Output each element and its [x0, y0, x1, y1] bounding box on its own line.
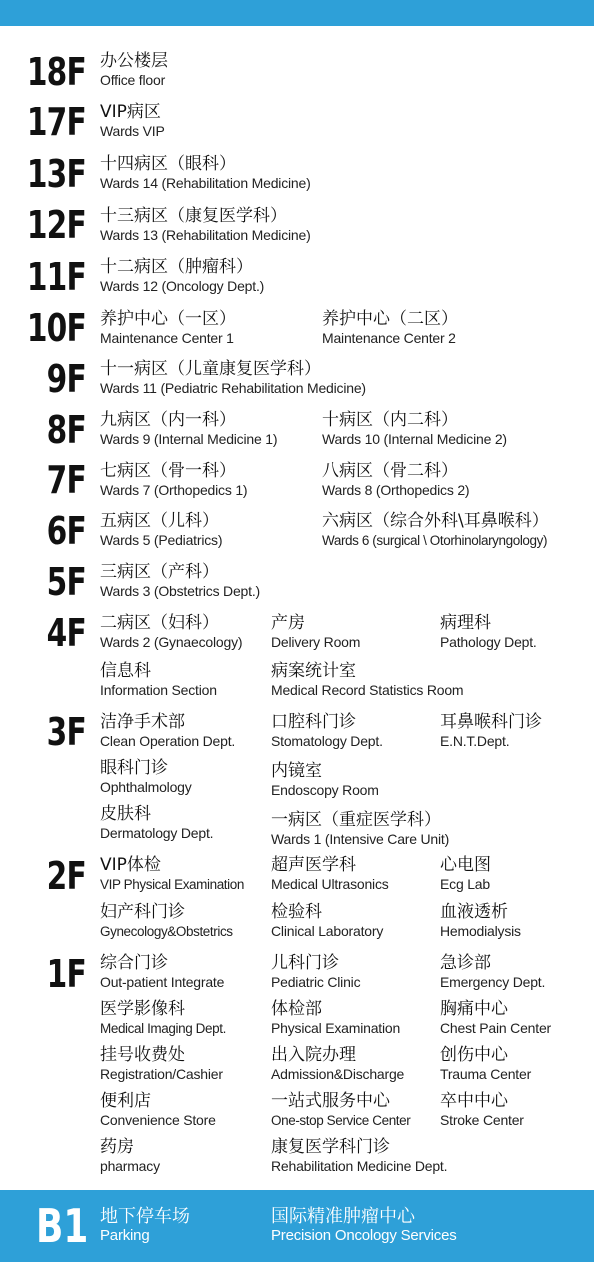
entry-name-cn: 九病区（内一科）: [100, 410, 236, 430]
directory-entry: [100, 257, 264, 295]
entry-name-cn: 七病区（骨一科）: [100, 461, 236, 481]
entry-name-en: Wards 11 (Pediatric Rehabilitation Medicine): [100, 380, 366, 396]
entry-name-en: Stomatology Dept.: [271, 733, 383, 749]
floor-label-b1: B1: [36, 1199, 89, 1253]
entry-name-cn: 十一病区（儿童康复医学科）: [100, 359, 321, 379]
directory-entry: [100, 309, 236, 347]
floor-label-11f: 11F: [26, 255, 86, 299]
directory-entry: [271, 810, 449, 848]
entry-name-en: Wards 14 (Rehabilitation Medicine): [100, 175, 311, 191]
entry-name-cn: 养护中心（一区）: [100, 309, 236, 329]
directory-entry: [100, 758, 192, 796]
entry-name-cn: 办公楼层: [100, 51, 168, 71]
directory-entry: [271, 613, 360, 651]
directory-entry: [100, 359, 366, 397]
directory-entry: [271, 761, 379, 799]
entry-name-cn: 胸痛中心: [440, 999, 508, 1019]
entry-name-cn: 挂号收费处: [100, 1045, 185, 1065]
entry-name-cn: 十二病区（肿瘤科）: [100, 257, 253, 277]
entry-name-en: Wards 8 (Orthopedics 2): [322, 482, 470, 498]
directory-entry: [271, 712, 383, 750]
entry-name-cn: 综合门诊: [100, 953, 168, 973]
entry-name-cn: 内镜室: [271, 761, 322, 781]
directory-entry: [271, 999, 400, 1037]
directory-entry: [440, 1091, 524, 1129]
entry-name-en: Wards 13 (Rehabilitation Medicine): [100, 227, 311, 243]
entry-name-en: Wards 5 (Pediatrics): [100, 532, 223, 548]
directory-entry: [100, 613, 242, 651]
entry-name-cn: 儿科门诊: [271, 953, 339, 973]
entry-name-cn: 十病区（内二科）: [322, 410, 458, 430]
entry-name-cn: 出入院办理: [271, 1045, 356, 1065]
entry-name-en: Maintenance Center 2: [322, 330, 456, 346]
directory-entry: [271, 855, 389, 893]
entry-name-cn: 八病区（骨二科）: [322, 461, 458, 481]
entry-name-cn: 病案统计室: [271, 661, 356, 681]
directory-entry: [100, 902, 233, 940]
directory-entry: [100, 511, 222, 549]
entry-name-cn: 国际精准肿瘤中心: [271, 1206, 415, 1227]
floor-label-6f: 6F: [46, 509, 86, 553]
directory-entry: [100, 855, 244, 893]
entry-name-cn: 创伤中心: [440, 1045, 508, 1065]
entry-name-en: One-stop Service Center: [271, 1113, 411, 1128]
entry-name-cn: 十三病区（康复医学科）: [100, 206, 287, 226]
entry-name-en: Wards 10 (Internal Medicine 2): [322, 431, 507, 447]
floor-label-2f: 2F: [46, 854, 86, 898]
directory-entry: [100, 804, 213, 842]
entry-name-cn: 口腔科门诊: [271, 712, 356, 732]
entry-name-cn: 便利店: [100, 1091, 151, 1111]
entry-name-en: Stroke Center: [440, 1112, 524, 1128]
directory-entry: [100, 154, 311, 192]
entry-name-en: Wards 7 (Orthopedics 1): [100, 482, 248, 498]
entry-name-en: Ecg Lab: [440, 876, 490, 892]
entry-name-en: Precision Oncology Services: [271, 1227, 457, 1244]
entry-name-cn: 康复医学科门诊: [271, 1137, 390, 1157]
entry-name-en: Maintenance Center 1: [100, 330, 234, 346]
directory-entry: [100, 1206, 190, 1244]
directory-entry: [271, 1206, 457, 1244]
entry-name-en: Medical Ultrasonics: [271, 876, 389, 892]
directory-entry: [100, 999, 226, 1037]
entry-name-cn: 产房: [271, 613, 305, 633]
entry-name-en: Wards 2 (Gynaecology): [100, 634, 243, 650]
entry-name-en: Registration/Cashier: [100, 1066, 223, 1082]
floor-label-17f: 17F: [26, 100, 86, 144]
directory-entry: [440, 712, 542, 750]
floor-label-13f: 13F: [26, 152, 86, 196]
entry-name-en: Admission&Discharge: [271, 1066, 405, 1082]
entry-name-cn: 一站式服务中心: [271, 1091, 390, 1111]
entry-name-cn: 药房: [100, 1137, 134, 1157]
directory-entry: [100, 410, 277, 448]
entry-name-en: Delivery Room: [271, 634, 361, 650]
directory-entry: [440, 855, 491, 893]
entry-name-cn: 三病区（产科）: [100, 562, 219, 582]
entry-name-en: pharmacy: [100, 1158, 160, 1174]
entry-name-en: Ophthalmology: [100, 779, 192, 795]
directory-entry: [100, 51, 168, 89]
directory-entry: [100, 953, 224, 991]
directory-entry: [440, 1045, 531, 1083]
floor-label-5f: 5F: [46, 560, 86, 604]
entry-name-en: Parking: [100, 1227, 150, 1244]
directory-entry: [322, 410, 507, 448]
entry-name-cn: 地下停车场: [100, 1206, 190, 1227]
entry-name-en: VIP Physical Examination: [100, 877, 244, 892]
entry-name-en: Endoscopy Room: [271, 782, 379, 798]
entry-name-cn: VIP体检: [100, 855, 161, 875]
directory-entry: [322, 511, 549, 549]
entry-name-en: Wards 1 (Intensive Care Unit): [271, 831, 450, 847]
entry-name-en: Wards VIP: [100, 123, 165, 139]
directory-entry: [100, 562, 260, 600]
entry-name-en: Chest Pain Center: [440, 1020, 551, 1036]
entry-name-en: Physical Examination: [271, 1020, 401, 1036]
entry-name-en: Medical Imaging Dept.: [100, 1021, 226, 1036]
directory-entry: [440, 902, 521, 940]
entry-name-cn: 病理科: [440, 613, 491, 633]
entry-name-en: Clinical Laboratory: [271, 923, 384, 939]
entry-name-en: Convenience Store: [100, 1112, 216, 1128]
entry-name-en: Wards 9 (Internal Medicine 1): [100, 431, 278, 447]
directory-entry: [440, 953, 545, 991]
entry-name-en: Emergency Dept.: [440, 974, 546, 990]
floor-label-3f: 3F: [46, 710, 86, 754]
directory-entry: [100, 206, 311, 244]
directory-entry: [440, 999, 551, 1037]
entry-name-cn: 洁净手术部: [100, 712, 185, 732]
entry-name-en: Information Section: [100, 682, 217, 698]
entry-name-en: Dermatology Dept.: [100, 825, 214, 841]
entry-name-cn: 急诊部: [440, 953, 491, 973]
floor-label-8f: 8F: [46, 408, 86, 452]
directory-entry: [100, 661, 217, 699]
directory-entry: [322, 309, 458, 347]
entry-name-en: Out-patient Integrate: [100, 974, 225, 990]
entry-name-en: Trauma Center: [440, 1066, 532, 1082]
entry-name-en: Office floor: [100, 72, 166, 88]
entry-name-cn: 检验科: [271, 902, 322, 922]
entry-name-cn: 血液透析: [440, 902, 508, 922]
directory-entry: [100, 461, 247, 499]
entry-name-cn: 一病区（重症医学科）: [271, 810, 441, 830]
floor-label-12f: 12F: [26, 203, 86, 247]
entry-name-cn: 十四病区（眼科）: [100, 154, 236, 174]
directory-entry: [271, 953, 360, 991]
directory-entry: [271, 1137, 447, 1175]
entry-name-en: Gynecology&Obstetrics: [100, 924, 233, 939]
entry-name-cn: 耳鼻喉科门诊: [440, 712, 542, 732]
directory-entry: [271, 902, 383, 940]
directory-entry: [271, 1091, 410, 1129]
directory-entry: [100, 1091, 216, 1129]
entry-name-en: Pathology Dept.: [440, 634, 537, 650]
entry-name-cn: 体检部: [271, 999, 322, 1019]
top-accent-bar: [0, 0, 594, 26]
directory-entry: [322, 461, 469, 499]
directory-entry: [271, 661, 463, 699]
directory-entry: [440, 613, 537, 651]
entry-name-cn: 妇产科门诊: [100, 902, 185, 922]
directory-entry: [271, 1045, 404, 1083]
basement-bar: [0, 1190, 594, 1262]
entry-name-cn: 超声医学科: [271, 855, 356, 875]
floor-label-9f: 9F: [46, 357, 86, 401]
entry-name-en: Clean Operation Dept.: [100, 733, 236, 749]
entry-name-en: Wards 3 (Obstetrics Dept.): [100, 583, 260, 599]
entry-name-cn: 五病区（儿科）: [100, 511, 219, 531]
entry-name-en: Hemodialysis: [440, 923, 521, 939]
entry-name-cn: 医学影像科: [100, 999, 185, 1019]
floor-label-1f: 1F: [46, 952, 86, 996]
floor-label-10f: 10F: [26, 306, 86, 350]
floor-label-18f: 18F: [26, 50, 86, 94]
entry-name-cn: 眼科门诊: [100, 758, 168, 778]
entry-name-en: Wards 12 (Oncology Dept.): [100, 278, 265, 294]
entry-name-cn: 二病区（妇科）: [100, 613, 219, 633]
entry-name-en: Pediatric Clinic: [271, 974, 361, 990]
entry-name-cn: VIP病区: [100, 102, 161, 122]
entry-name-cn: 信息科: [100, 661, 151, 681]
directory-entry: [100, 102, 165, 140]
entry-name-cn: 卒中中心: [440, 1091, 508, 1111]
entry-name-cn: 六病区（综合外科\耳鼻喉科）: [322, 511, 549, 531]
entry-name-en: Rehabilitation Medicine Dept.: [271, 1158, 448, 1174]
entry-name-en: Medical Record Statistics Room: [271, 682, 464, 698]
directory-entry: [100, 1137, 160, 1175]
entry-name-en: E.N.T.Dept.: [440, 733, 510, 749]
floor-label-4f: 4F: [46, 611, 86, 655]
floor-label-7f: 7F: [46, 458, 86, 502]
entry-name-cn: 心电图: [440, 855, 491, 875]
entry-name-cn: 皮肤科: [100, 804, 151, 824]
directory-entry: [100, 712, 235, 750]
entry-name-en: Wards 6 (surgical \ Otorhinolaryngology): [322, 533, 548, 548]
directory-entry: [100, 1045, 223, 1083]
entry-name-cn: 养护中心（二区）: [322, 309, 458, 329]
